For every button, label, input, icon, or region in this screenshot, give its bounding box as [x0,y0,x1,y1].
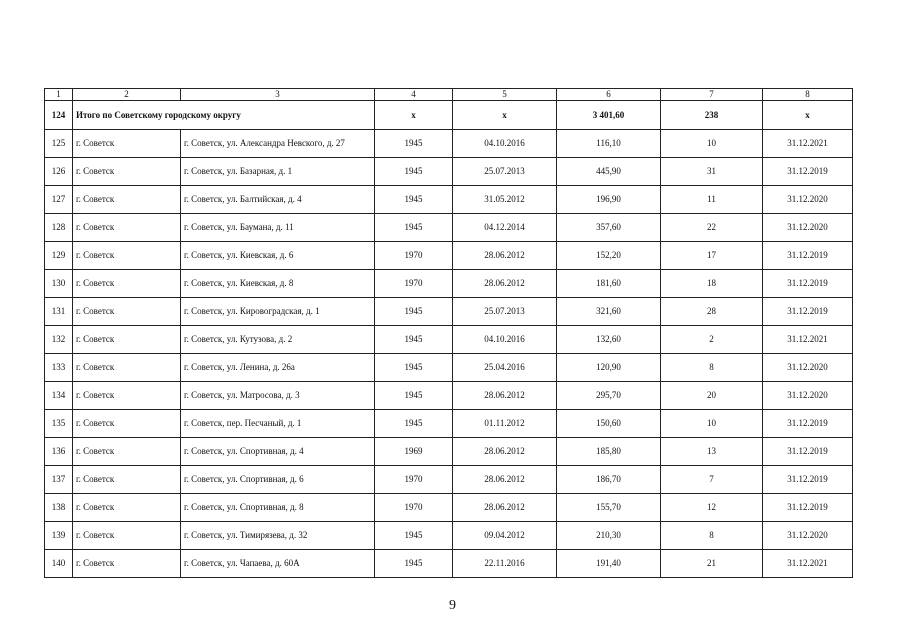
address-cell: г. Советск, ул. Спортивная, д. 6 [181,466,375,494]
count-cell: 13 [661,438,763,466]
area-cell: 116,10 [557,130,661,158]
area-cell: 186,70 [557,466,661,494]
date-cell: 28.06.2012 [453,242,557,270]
date-cell: 28.06.2012 [453,382,557,410]
row-number: 135 [45,410,73,438]
address-cell: г. Советск, ул. Ленина, д. 26а [181,354,375,382]
row-number: 127 [45,186,73,214]
count-cell: 2 [661,326,763,354]
city-cell: г. Советск [73,410,181,438]
city-cell: г. Советск [73,158,181,186]
count-cell: 18 [661,270,763,298]
column-number: 7 [661,89,763,101]
date-cell: 04.10.2016 [453,130,557,158]
total-area: 3 401,60 [557,101,661,130]
table-row [45,158,853,186]
date-cell: 25.07.2013 [453,158,557,186]
area-cell: 132,60 [557,326,661,354]
total-cell: х [763,101,853,130]
count-cell: 22 [661,214,763,242]
address-cell: г. Советск, пер. Песчаный, д. 1 [181,410,375,438]
address-cell: г. Советск, ул. Александра Невского, д. 27 [181,130,375,158]
city-cell: г. Советск [73,186,181,214]
table-row [45,494,853,522]
city-cell: г. Советск [73,466,181,494]
address-cell: г. Советск, ул. Баумана, д. 11 [181,214,375,242]
city-cell: г. Советск [73,326,181,354]
end-date-cell: 31.12.2021 [763,550,853,578]
year-cell: 1945 [375,158,453,186]
area-cell: 295,70 [557,382,661,410]
table-row [45,354,853,382]
date-cell: 04.10.2016 [453,326,557,354]
housing-table [44,88,853,578]
area-cell: 152,20 [557,242,661,270]
end-date-cell: 31.12.2020 [763,214,853,242]
year-cell: 1945 [375,298,453,326]
table-row [45,522,853,550]
row-number: 137 [45,466,73,494]
total-cell: х [375,101,453,130]
year-cell: 1945 [375,550,453,578]
address-cell: г. Советск, ул. Кутузова, д. 2 [181,326,375,354]
area-cell: 185,80 [557,438,661,466]
row-number: 129 [45,242,73,270]
date-cell: 28.06.2012 [453,270,557,298]
date-cell: 28.06.2012 [453,466,557,494]
table-row [45,382,853,410]
address-cell: г. Советск, ул. Киевская, д. 8 [181,270,375,298]
count-cell: 17 [661,242,763,270]
table-row [45,326,853,354]
column-number: 4 [375,89,453,101]
address-cell: г. Советск, ул. Тимирязева, д. 32 [181,522,375,550]
city-cell: г. Советск [73,214,181,242]
table-row [45,298,853,326]
city-cell: г. Советск [73,354,181,382]
date-cell: 04.12.2014 [453,214,557,242]
column-number: 1 [45,89,73,101]
end-date-cell: 31.12.2019 [763,242,853,270]
row-number: 131 [45,298,73,326]
area-cell: 357,60 [557,214,661,242]
year-cell: 1970 [375,242,453,270]
total-cell: х [453,101,557,130]
table-row [45,438,853,466]
row-number: 138 [45,494,73,522]
end-date-cell: 31.12.2020 [763,186,853,214]
count-cell: 8 [661,522,763,550]
total-count: 238 [661,101,763,130]
count-cell: 20 [661,382,763,410]
area-cell: 321,60 [557,298,661,326]
area-cell: 120,90 [557,354,661,382]
row-number: 140 [45,550,73,578]
city-cell: г. Советск [73,438,181,466]
row-number: 139 [45,522,73,550]
year-cell: 1945 [375,410,453,438]
address-cell: г. Советск, ул. Кировоградская, д. 1 [181,298,375,326]
row-number: 130 [45,270,73,298]
area-cell: 150,60 [557,410,661,438]
year-cell: 1945 [375,186,453,214]
table-row [45,270,853,298]
address-cell: г. Советск, ул. Спортивная, д. 4 [181,438,375,466]
year-cell: 1969 [375,438,453,466]
table-row [45,214,853,242]
row-number: 136 [45,438,73,466]
city-cell: г. Советск [73,522,181,550]
count-cell: 28 [661,298,763,326]
total-label: Итого по Советскому городскому округу [73,101,375,130]
table-row [45,130,853,158]
year-cell: 1945 [375,382,453,410]
table-row [45,186,853,214]
city-cell: г. Советск [73,130,181,158]
table-row [45,410,853,438]
row-number: 124 [45,101,73,130]
row-number: 125 [45,130,73,158]
city-cell: г. Советск [73,550,181,578]
year-cell: 1945 [375,214,453,242]
area-cell: 196,90 [557,186,661,214]
date-cell: 28.06.2012 [453,438,557,466]
date-cell: 01.11.2012 [453,410,557,438]
count-cell: 12 [661,494,763,522]
date-cell: 25.07.2013 [453,298,557,326]
end-date-cell: 31.12.2021 [763,130,853,158]
count-cell: 8 [661,354,763,382]
column-number: 5 [453,89,557,101]
area-cell: 155,70 [557,494,661,522]
end-date-cell: 31.12.2020 [763,354,853,382]
year-cell: 1945 [375,130,453,158]
year-cell: 1945 [375,326,453,354]
address-cell: г. Советск, ул. Чапаева, д. 60А [181,550,375,578]
column-number: 8 [763,89,853,101]
row-number: 134 [45,382,73,410]
table-row [45,550,853,578]
date-cell: 22.11.2016 [453,550,557,578]
area-cell: 210,30 [557,522,661,550]
end-date-cell: 31.12.2019 [763,298,853,326]
end-date-cell: 31.12.2019 [763,158,853,186]
address-cell: г. Советск, ул. Спортивная, д. 8 [181,494,375,522]
city-cell: г. Советск [73,382,181,410]
date-cell: 28.06.2012 [453,494,557,522]
row-number: 128 [45,214,73,242]
page-number: 9 [449,598,456,613]
area-cell: 445,90 [557,158,661,186]
column-number: 6 [557,89,661,101]
row-number: 132 [45,326,73,354]
table-row [45,242,853,270]
city-cell: г. Советск [73,242,181,270]
address-cell: г. Советск, ул. Киевская, д. 6 [181,242,375,270]
end-date-cell: 31.12.2019 [763,270,853,298]
count-cell: 11 [661,186,763,214]
address-cell: г. Советск, ул. Матросова, д. 3 [181,382,375,410]
area-cell: 181,60 [557,270,661,298]
column-number: 3 [181,89,375,101]
year-cell: 1970 [375,494,453,522]
total-row [45,101,853,130]
area-cell: 191,40 [557,550,661,578]
end-date-cell: 31.12.2020 [763,522,853,550]
year-cell: 1970 [375,270,453,298]
end-date-cell: 31.12.2019 [763,466,853,494]
column-number: 2 [73,89,181,101]
count-cell: 21 [661,550,763,578]
city-cell: г. Советск [73,494,181,522]
city-cell: г. Советск [73,270,181,298]
date-cell: 31.05.2012 [453,186,557,214]
end-date-cell: 31.12.2020 [763,382,853,410]
city-cell: г. Советск [73,298,181,326]
year-cell: 1945 [375,522,453,550]
count-cell: 7 [661,466,763,494]
row-number: 133 [45,354,73,382]
date-cell: 09.04.2012 [453,522,557,550]
count-cell: 10 [661,410,763,438]
table-row [45,466,853,494]
row-number: 126 [45,158,73,186]
count-cell: 31 [661,158,763,186]
end-date-cell: 31.12.2019 [763,494,853,522]
date-cell: 25.04.2016 [453,354,557,382]
end-date-cell: 31.12.2019 [763,410,853,438]
address-cell: г. Советск, ул. Балтийская, д. 4 [181,186,375,214]
end-date-cell: 31.12.2019 [763,438,853,466]
year-cell: 1945 [375,354,453,382]
end-date-cell: 31.12.2021 [763,326,853,354]
count-cell: 10 [661,130,763,158]
address-cell: г. Советск, ул. Базарная, д. 1 [181,158,375,186]
column-number-row [45,89,853,101]
year-cell: 1970 [375,466,453,494]
